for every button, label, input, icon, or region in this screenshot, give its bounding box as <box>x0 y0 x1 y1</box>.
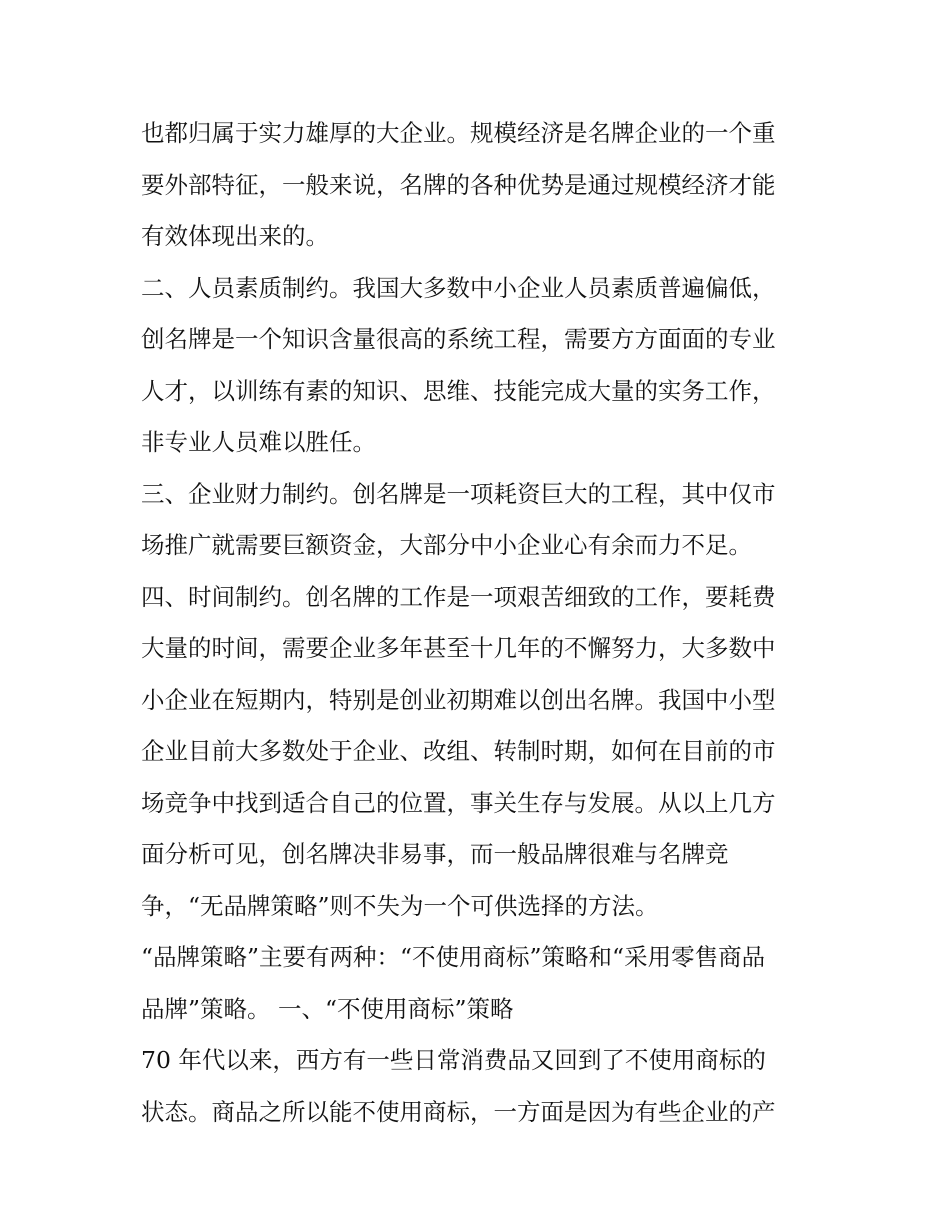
text-line: 品牌”策略。 一、“不使用商标”策略 <box>141 994 514 1023</box>
text-line: 非专业人员难以胜任。 <box>141 428 376 456</box>
text-line: “品牌策略”主要有两种：“不使用商标”策略和“采用零售商品 <box>141 943 766 971</box>
text-line: 小企业在短期内，特别是创业初期难以创出名牌。我国中小型 <box>141 685 776 714</box>
text-line: 四、时间制约。创名牌的工作是一项艰苦细致的工作，要耗费 <box>141 582 776 611</box>
text-line: 有效体现出来的。 <box>141 222 329 250</box>
text-line: 70 年代以来，西方有一些日常消费品又回到了不使用商标的 <box>141 1046 766 1074</box>
text-line: 场竞争中找到适合自己的位置，事关生存与发展。从以上几方 <box>141 788 776 817</box>
text-line: 企业目前大多数处于企业、改组、转制时期，如何在目前的市 <box>141 737 776 765</box>
text-line: 创名牌是一个知识含量很高的系统工程，需要方方面面的专业 <box>141 325 776 353</box>
body-text <box>141 108 816 1138</box>
text-line: 二、人员素质制约。我国大多数中小企业人员素质普遍偏低， <box>141 273 776 302</box>
text-line: 人才，以训练有素的知识、思维、技能完成大量的实务工作， <box>141 376 776 405</box>
text-line: 状态。商品之所以能不使用商标，一方面是因为有些企业的产 <box>141 1097 776 1126</box>
text-line: 要外部特征，一般来说，名牌的各种优势是通过规模经济才能 <box>141 170 776 199</box>
text-line: 争，“无品牌策略”则不失为一个可供选择的方法。 <box>141 891 659 920</box>
text-line: 大量的时间，需要企业多年甚至十几年的不懈努力，大多数中 <box>141 634 776 662</box>
text-line: 场推广就需要巨额资金，大部分中小企业心有余而力不足。 <box>141 531 752 559</box>
text-line: 面分析可见，创名牌决非易事，而一般品牌很难与名牌竞 <box>141 840 729 868</box>
text-line: 也都归属于实力雄厚的大企业。规模经济是名牌企业的一个重 <box>141 119 776 147</box>
text-line: 三、企业财力制约。创名牌是一项耗资巨大的工程，其中仅市 <box>141 479 776 508</box>
